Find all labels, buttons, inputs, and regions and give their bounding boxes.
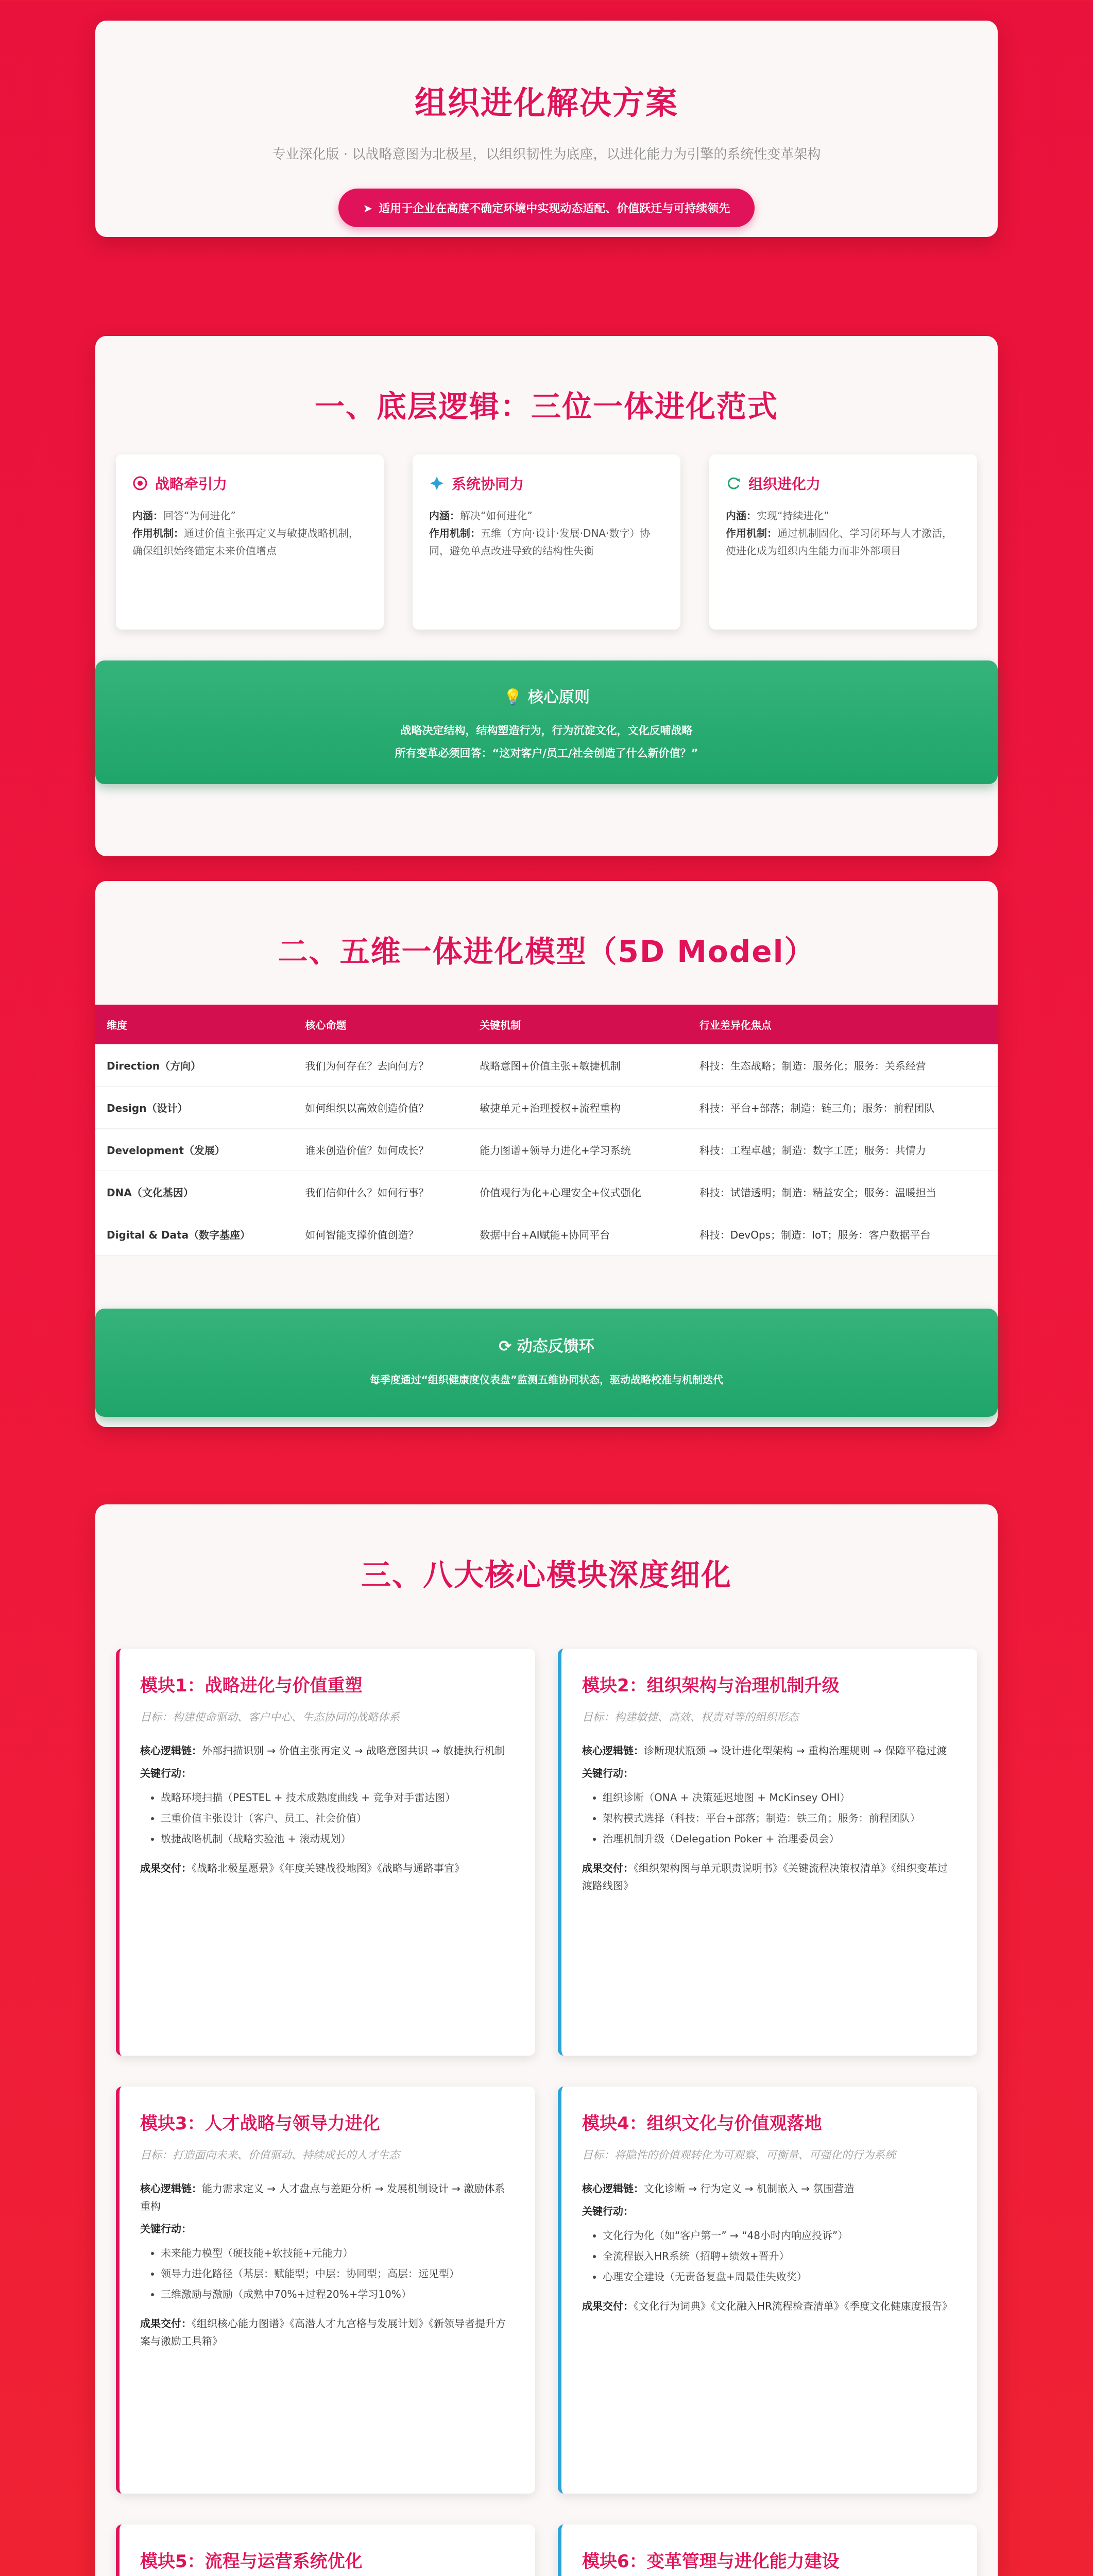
table-row	[95, 1213, 998, 1256]
logic-text: 文化诊断 → 行为定义 → 机制嵌入 → 氛围营造	[644, 2182, 855, 2195]
list-item: • 三重价值主张设计（客户、员工、社会价值）	[161, 1808, 515, 1828]
col-header: 维度	[95, 1005, 294, 1044]
table-row	[95, 1087, 998, 1129]
module-title: 模块3：人才战略与领导力进化	[140, 2113, 380, 2134]
list-item: • 领导力进化路径（基层：赋能型；中层：协同型；高层：远见型）	[161, 2263, 515, 2284]
core-label: 内涵：	[132, 510, 163, 522]
cell: 如何智能支撑价值创造？	[294, 1213, 468, 1256]
tools-list	[603, 1787, 957, 1849]
hero-tagline: 适用于企业在高度不确定环境中实现动态适配、价值跃迁与可持续领先	[379, 202, 730, 215]
output-text: 《组织架构图与单元职责说明书》《关键流程决策权清单》《组织变革过渡路线图》	[582, 1862, 948, 1892]
module-title: 模块1：战略进化与价值重塑	[140, 1675, 363, 1696]
list-item: • 未来能力模型（硬技能+软技能+元能力）	[161, 2243, 515, 2263]
output-label: 成果交付：	[582, 1862, 634, 1874]
table-row	[95, 1044, 998, 1087]
module-card	[558, 1649, 977, 2056]
cell: 敏捷单元+治理授权+流程重构	[468, 1087, 688, 1129]
module-goal: 目标：构建使命驱动、客户中心、生态协同的战略体系	[140, 1711, 400, 1723]
tools-label: 关键行动：	[582, 2205, 634, 2217]
core-text: 实现“持续进化”	[757, 510, 829, 522]
pillar-title: 系统协同力	[452, 476, 524, 493]
role-text: 通过价值主张再定义与敏捷战略机制，确保组织始终锚定未来价值增点	[132, 527, 359, 557]
cell: 战略意图+价值主张+敏捷机制	[468, 1044, 688, 1087]
tools-list	[161, 2243, 515, 2304]
output-text: 《文化行为词典》《文化融入HR流程检查清单》《季度文化健康度报告》	[634, 2300, 952, 2312]
table-row	[95, 1129, 998, 1171]
output-label: 成果交付：	[140, 1862, 192, 1874]
core-label: 内涵：	[726, 510, 757, 522]
cell: 谁来创造价值？如何成长？	[294, 1129, 468, 1171]
principle-line1: 战略决定结构，结构塑造行为，行为沉淀文化，文化反哺战略	[400, 724, 693, 737]
five-d-table-wrap	[95, 1005, 998, 1256]
module-card	[116, 1649, 535, 2056]
section2-title: 二、五维一体进化模型（5D Model）	[278, 934, 815, 969]
cell: 科技：生态战略；制造：服务化；服务：关系经营	[688, 1044, 998, 1087]
core-text: 解决“如何进化”	[460, 510, 533, 522]
list-item: • 全流程嵌入HR系统（招聘+绩效+晋升）	[603, 2246, 957, 2266]
section3-title: 三、八大核心模块深度细化	[361, 1557, 732, 1592]
module-card	[558, 2524, 977, 2576]
role-label: 作用机制：	[132, 527, 184, 539]
output-text: 《战略北极星愿景》《年度关键战役地图》《战略与通路事宜》	[192, 1862, 465, 1874]
hero-card	[95, 21, 998, 237]
cell: Design（设计）	[95, 1087, 294, 1129]
list-item: • 敏捷战略机制（战略实验池 + 滚动规划）	[161, 1828, 515, 1849]
output-text: 《组织核心能力图谱》《高潜人才九宫格与发展计划》《新领导者提升方案与激励工具箱》	[140, 2317, 506, 2347]
module-title: 模块6：变革管理与进化能力建设	[582, 2551, 840, 2572]
cell: 我们为何存在？去向何方？	[294, 1044, 468, 1087]
table-row	[95, 1171, 998, 1213]
role-label: 作用机制：	[726, 527, 777, 539]
output-label: 成果交付：	[140, 2317, 192, 2330]
sparkle-icon	[429, 476, 445, 491]
col-header: 关键机制	[468, 1005, 688, 1044]
tools-list	[603, 2225, 957, 2287]
tools-label: 关键行动：	[582, 1767, 634, 1780]
module-goal: 目标：将隐性的价值观转化为可观察、可衡量、可强化的行为系统	[582, 2149, 896, 2161]
cell: Digital & Data（数字基座）	[95, 1213, 294, 1256]
role-label: 作用机制：	[429, 527, 481, 539]
module-title: 模块5：流程与运营系统优化	[140, 2551, 363, 2572]
core-label: 内涵：	[429, 510, 460, 522]
cell: 科技：工程卓越；制造：数字工匠；服务：共情力	[688, 1129, 998, 1171]
cell: DNA（文化基因）	[95, 1171, 294, 1213]
module-goal: 目标：打造面向未来、价值驱动、持续成长的人才生态	[140, 2149, 400, 2161]
list-item: • 三维激励与激励（成熟中70%+过程20%+学习10%）	[161, 2284, 515, 2304]
col-header: 核心命题	[294, 1005, 468, 1044]
list-item: • 心理安全建设（无责备复盘+周最佳失败奖）	[603, 2266, 957, 2287]
list-item: • 战略环境扫描（PESTEL + 技术成熟度曲线 + 竞争对手雷达图）	[161, 1787, 515, 1808]
five-d-table	[95, 1005, 998, 1256]
loop-title: 动态反馈环	[517, 1337, 594, 1355]
pillar-strategy	[116, 454, 384, 630]
loop-text: 每季度通过“组织健康度仪表盘”监测五维协同状态，驱动战略校准与机制迭代	[369, 1374, 724, 1386]
role-text: 通过机制固化、学习闭环与人才激活，使进化成为组织内生能力而非外部项目	[726, 527, 952, 557]
hero-subtitle: 专业深化版 · 以战略意图为北极星，以组织韧性为底座，以进化能力为引擎的系统性变革架构	[272, 147, 821, 162]
cell: 数据中台+AI赋能+协同平台	[468, 1213, 688, 1256]
list-item: • 治理机制升级（Delegation Poker + 治理委员会）	[603, 1828, 957, 1849]
list-item: • 文化行为化（如“客户第一” → “48小时内响应投诉”）	[603, 2225, 957, 2246]
section1-title: 一、底层逻辑：三位一体进化范式	[314, 389, 778, 424]
cell: 能力图谱+领导力进化+学习系统	[468, 1129, 688, 1171]
pillar-title: 战略牵引力	[155, 476, 228, 493]
target-icon	[132, 476, 148, 491]
principle-title: 核心原则	[527, 688, 590, 706]
hero-tagline-pill[interactable]	[338, 189, 755, 227]
col-header: 行业差异化焦点	[688, 1005, 998, 1044]
logic-label: 核心逻辑链：	[140, 2182, 202, 2195]
cell: 科技：试错透明；制造：精益安全；服务：温暖担当	[688, 1171, 998, 1213]
section2-card	[95, 881, 998, 1427]
module-card	[116, 2087, 535, 2494]
cell: 科技：DevOps；制造：IoT；服务：客户数据平台	[688, 1213, 998, 1256]
send-icon: ➤	[363, 202, 373, 215]
module-title: 模块4：组织文化与价值观落地	[582, 2113, 822, 2134]
list-item: • 组织诊断（ONA + 决策延迟地图 + McKinsey OHI）	[603, 1787, 957, 1808]
core-text: 回答“为何进化”	[163, 510, 236, 522]
feedback-loop-box	[95, 1309, 998, 1417]
pillar-synergy	[413, 454, 680, 630]
cycle-icon: ⟳	[499, 1337, 512, 1355]
logic-text: 能力需求定义 → 人才盘点与差距分析 → 发展机制设计 → 激励体系重构	[140, 2182, 505, 2212]
pillar-evolution	[709, 454, 977, 630]
cell: Development（发展）	[95, 1129, 294, 1171]
cell: Direction（方向）	[95, 1044, 294, 1087]
logic-label: 核心逻辑链：	[582, 1744, 644, 1757]
logic-text: 外部扫描识别 → 价值主张再定义 → 战略意图共识 → 敏捷执行机制	[202, 1744, 505, 1757]
principle-line2: 所有变革必须回答：“这对客户/员工/社会创造了什么新价值？”	[395, 747, 698, 759]
module-card	[116, 2524, 535, 2576]
bulb-icon: 💡	[503, 688, 523, 706]
tools-list	[161, 1787, 515, 1849]
module-title: 模块2：组织架构与治理机制升级	[582, 1675, 840, 1696]
logic-label: 核心逻辑链：	[582, 2182, 644, 2195]
output-label: 成果交付：	[582, 2300, 634, 2312]
cell: 价值观行为化+心理安全+仪式强化	[468, 1171, 688, 1213]
cell: 我们信仰什么？如何行事？	[294, 1171, 468, 1213]
logic-label: 核心逻辑链：	[140, 1744, 202, 1757]
refresh-icon	[726, 476, 741, 491]
module-card	[558, 2087, 977, 2494]
list-item: • 架构模式选择（科技：平台+部落；制造：铁三角；服务：前程团队）	[603, 1808, 957, 1828]
pillar-title: 组织进化力	[748, 476, 821, 493]
role-text: 五维（方向·设计·发展·DNA·数字）协同，避免单点改进导致的结构性失衡	[429, 527, 651, 557]
cell: 如何组织以高效创造价值？	[294, 1087, 468, 1129]
page-title: 组织进化解决方案	[414, 84, 678, 122]
tools-label: 关键行动：	[140, 1767, 192, 1780]
cell: 科技：平台+部落；制造：链三角；服务：前程团队	[688, 1087, 998, 1129]
logic-text: 诊断现状瓶颈 → 设计进化型架构 → 重构治理规则 → 保障平稳过渡	[644, 1744, 947, 1757]
core-principle-box	[95, 660, 998, 784]
module-goal: 目标：构建敏捷、高效、权责对等的组织形态	[582, 1711, 798, 1723]
tools-label: 关键行动：	[140, 2223, 192, 2235]
section1-card	[95, 336, 998, 856]
